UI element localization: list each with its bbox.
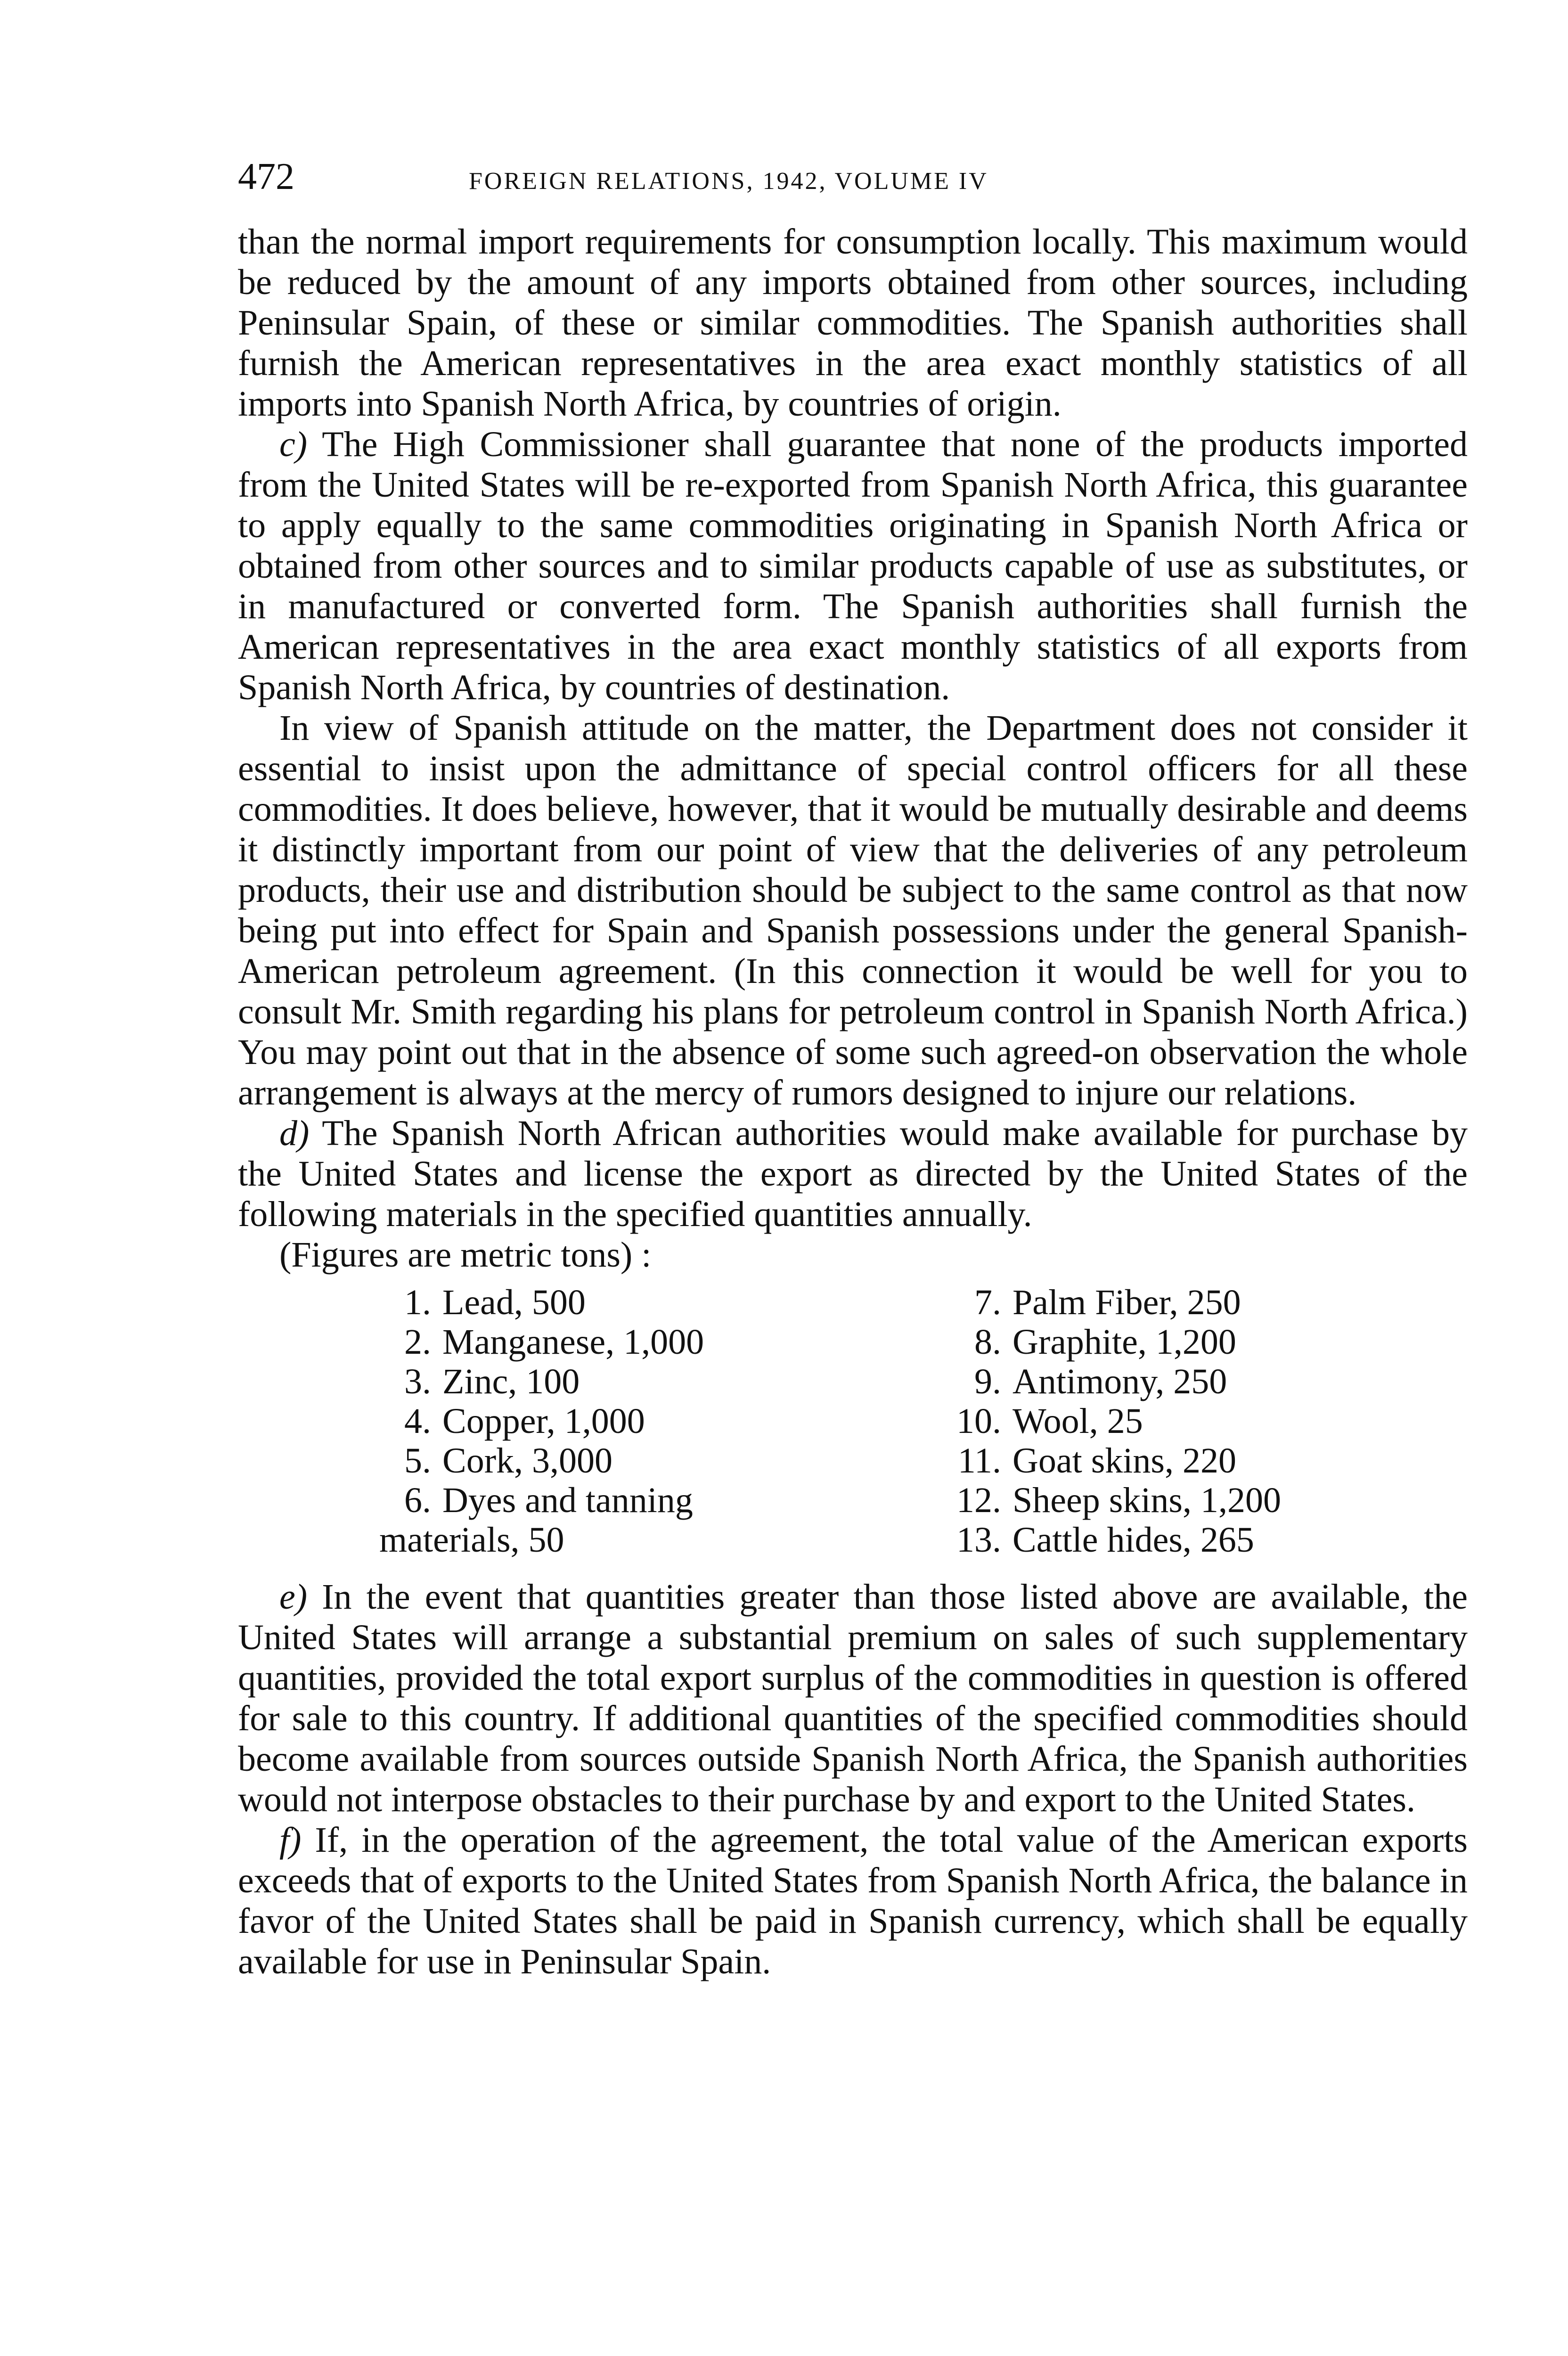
item-letter: d) <box>279 1113 310 1153</box>
materials-column-right <box>921 1283 1345 1560</box>
figures-note: (Figures are metric tons) : <box>279 1235 652 1275</box>
list-item: 8. Graphite, 1,200 <box>974 1322 1236 1362</box>
list-item: 2. Manganese, 1,000 <box>404 1322 704 1362</box>
body-text <box>238 221 1468 1982</box>
item-letter: c) <box>279 425 308 464</box>
list-item: 6. Dyes and tanning <box>404 1481 693 1520</box>
list-item: 7. Palm Fiber, 250 <box>974 1283 1241 1322</box>
paragraph-continuation: than the normal import requirements for consumption locally. This maximum would be reduced by the amount of any imports obtained from other sources, including Peninsular Spain, of these or similar commodities. The Spanish authorities shall furnish the American representatives in the area exact monthly statistics of all imports into Spanish North Africa, by countries of origin. <box>238 222 1468 424</box>
list-item: 5. Cork, 3,000 <box>404 1441 612 1481</box>
materials-list <box>238 1283 1468 1560</box>
page-number: 472 <box>238 156 294 197</box>
item-letter: e) <box>279 1577 308 1617</box>
materials-column-left <box>379 1283 921 1560</box>
running-title: FOREIGN RELATIONS, 1942, VOLUME IV <box>469 168 988 195</box>
list-item-continuation: materials, 50 <box>379 1520 564 1560</box>
paragraph-d: d) The Spanish North African authorities would make available for purchase by the United States and license the export as directed by the United States of the following materials in the specified quantities annually. <box>238 1113 1468 1234</box>
paragraph-petroleum: In view of Spanish attitude on the matter, the Department does not consider it essential to insist upon the admittance of special control officers for all these commodities. It does believe, however, that it would be mutually desirable and deems it distinctly important from our point of view that the deliveries of any petroleum products, their use and distribution should be subject to the same control as that now being put into effect for Spain and Spanish possessions under the general Spanish-American petroleum agreement. (In this connection it would be well for you to consult Mr. Smith regarding his plans for petroleum control in Spanish North Africa.) You may point out that in the absence of some such agreed-on observation the whole arrangement is always at the mercy of rumors designed to injure our relations. <box>238 708 1468 1113</box>
item-letter: f) <box>279 1820 302 1860</box>
list-item: 4. Copper, 1,000 <box>404 1401 645 1441</box>
page-header <box>238 155 1468 207</box>
list-item: 13. Cattle hides, 265 <box>956 1520 1254 1560</box>
list-item: 11. Goat skins, 220 <box>957 1441 1236 1481</box>
list-item: 1. Lead, 500 <box>404 1283 586 1322</box>
paragraph-c: c) The High Commissioner shall guarantee that none of the products imported from the United States will be re-exported from Spanish North Africa, this guarantee to apply equally to the same commodities originating in Spanish North Africa or obtained from other sources and to similar products capable of use as substitutes, or in manufactured or converted form. The Spanish authorities shall furnish the American representatives in the area exact monthly statistics of all exports from Spanish North Africa, by countries of destination. <box>238 425 1468 707</box>
list-item: 12. Sheep skins, 1,200 <box>956 1481 1281 1520</box>
list-item: 9. Antimony, 250 <box>974 1362 1227 1401</box>
document-page <box>238 155 1468 1982</box>
list-item: 10. Wool, 25 <box>956 1401 1143 1441</box>
paragraph-e: e) In the event that quantities greater than those listed above are available, the United States will arrange a substantial premium on sales of such supplementary quantities, provided the total export surplus of the commodities in question is offered for sale to this country. If additional quantities of the specified commodities should become available from sources outside Spanish North Africa, the Spanish authorities would not interpose obstacles to their purchase by and export to the United States. <box>238 1577 1468 1819</box>
list-item: 3. Zinc, 100 <box>404 1362 580 1401</box>
paragraph-f: f) If, in the operation of the agreement, the total value of the American exports exceeds that of exports to the United States from Spanish North Africa, the balance in favor of the United States shall be paid in Spanish currency, which shall be equally available for use in Peninsular Spain. <box>238 1820 1468 1981</box>
